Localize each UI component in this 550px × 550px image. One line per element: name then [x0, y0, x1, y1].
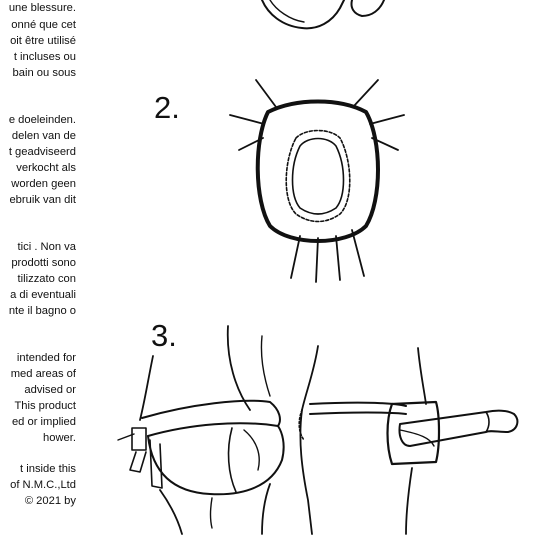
step-2-illustration [230, 80, 404, 282]
text-line: onné que cet [11, 19, 76, 31]
text-line: © 2021 by [24, 495, 76, 507]
text-line: ed or implied [11, 416, 76, 428]
step-3-label: 3. [151, 318, 177, 353]
text-line: t incluses ou [13, 51, 76, 63]
text-line: tici . Non va [17, 241, 76, 253]
text-line: med areas of [10, 368, 76, 380]
text-line: worden geen [11, 178, 76, 190]
text-line: hower. [43, 432, 76, 444]
step-2-label: 2. [154, 90, 180, 125]
text-line: a di eventuali [10, 289, 76, 301]
text-line: une blessure. [8, 2, 76, 14]
text-line: This product [14, 400, 76, 412]
text-line: prodotti sono [11, 257, 76, 269]
text-line: bain ou sous [12, 67, 76, 79]
text-line: tilizzato con [17, 273, 76, 285]
text-line: e doeleinden. [8, 114, 76, 126]
text-line: oit être utilisé [10, 35, 76, 47]
text-line: verkocht als [16, 162, 76, 174]
text-line: t geadviseerd [8, 146, 76, 158]
text-line: advised or [24, 384, 76, 396]
text-line: of N.M.C.,Ltd [10, 479, 76, 491]
text-line: nte il bagno o [8, 305, 76, 317]
step-1-illustration-fragment [262, 0, 384, 28]
text-line: ebruik van dit [9, 194, 76, 206]
text-line: intended for [16, 352, 76, 364]
text-line: t inside this [20, 463, 76, 475]
step-3-illustration [118, 326, 517, 534]
text-line: delen van de [11, 130, 76, 142]
